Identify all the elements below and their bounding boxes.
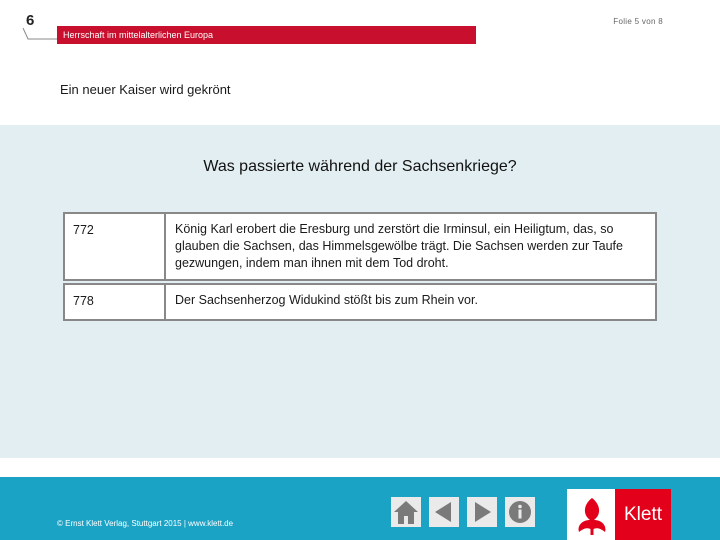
footer-copyright: © Ernst Klett Verlag, Stuttgart 2015 | www.klett.de	[57, 519, 234, 528]
event-description-cell: Der Sachsenherzog Widukind stößt bis zum Rhein vor.	[175, 293, 478, 307]
section-title-bar: Herrschaft im mittelalterlichen Europa	[57, 26, 476, 44]
table-row	[63, 283, 657, 321]
chapter-number: 6	[26, 12, 35, 29]
year-cell: 772	[65, 214, 166, 279]
forward-button[interactable]	[466, 496, 498, 528]
events-table	[63, 212, 657, 323]
back-button[interactable]	[428, 496, 460, 528]
home-icon	[391, 497, 421, 527]
event-description-cell: König Karl erobert die Eresburg und zerstört die Irminsul, ein Heiligtum, das, so glauben die Sachsen, das Himmelsgewölbe trägt. Die Sachsen werden zur Taufe gezwungen, indem man ihnen mit dem Tod droht.	[175, 222, 623, 270]
year-cell: 778	[65, 285, 166, 319]
question-heading: Was passierte während der Sachsenkriege?	[203, 158, 517, 175]
back-icon	[429, 497, 459, 527]
header-divider	[22, 27, 62, 47]
home-button[interactable]	[390, 496, 422, 528]
slide-counter: Folie 5 von 8	[613, 17, 663, 26]
klett-logo-mark-icon	[572, 494, 612, 536]
info-button[interactable]	[504, 496, 536, 528]
page-subtitle: Ein neuer Kaiser wird gekrönt	[60, 82, 231, 97]
logo-wordmark: Klett	[615, 489, 671, 540]
table-row	[63, 212, 657, 281]
info-icon	[505, 497, 535, 527]
forward-icon	[467, 497, 497, 527]
